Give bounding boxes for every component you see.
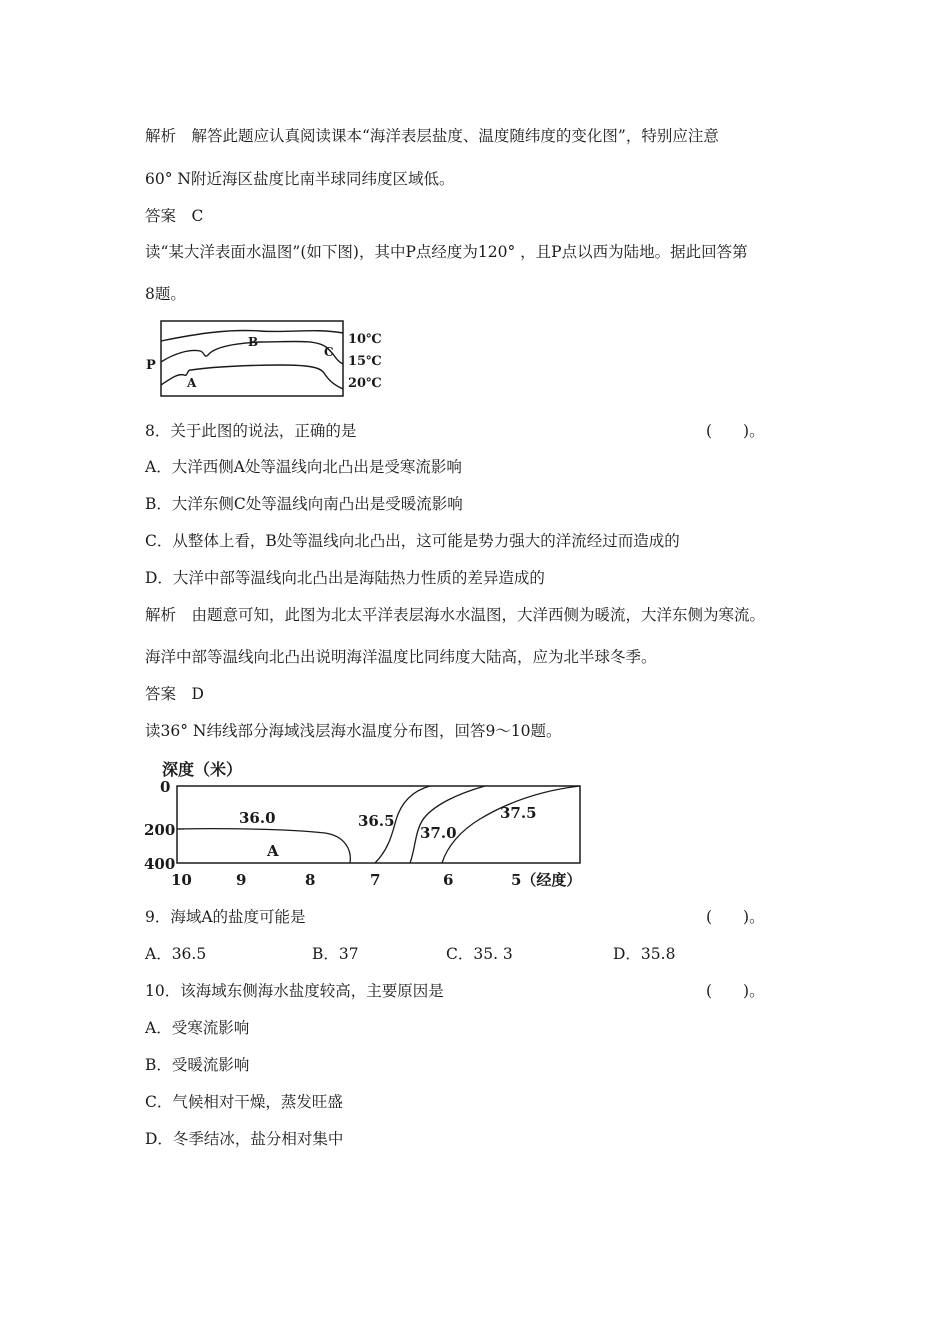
x-tick-label: 6 [443,871,454,889]
isohaline-36-0 [177,829,350,863]
isohaline-37-5 [442,786,580,863]
isohaline-label: 37.0 [420,824,457,842]
isotherm-label-10: 10℃ [348,332,382,347]
answer-blank: ( )。 [706,422,765,440]
isohaline-label: 37.5 [500,804,537,822]
answer-text: 答案 C [145,207,204,225]
analysis-text: 解析 解答此题应认真阅读课本“海洋表层盐度、温度随纬度的变化图”，特别应注意 [145,127,719,145]
salinity-section-figure [140,755,610,895]
analysis-text: 60° N附近海区盐度比南半球同纬度区域低。 [145,170,455,188]
isotherm-label-20: 20℃ [348,376,382,391]
analysis-text: 海洋中部等温线向北凸出说明海洋温度比同纬度大陆高，应为北半球冬季。 [145,648,657,666]
label-b: B [248,335,259,349]
option-c: C．从整体上看，B处等温线向北凸出，这可能是势力强大的洋流经过而造成的 [145,532,680,550]
x-tick-label: 5（经度） [511,871,582,889]
option-b: B．受暖流影响 [145,1056,250,1074]
ocean-temperature-figure [140,315,390,400]
question-intro: 读“某大洋表面水温图”(如下图)，其中P点经度为120° ，且P点以西为陆地。据此回答第 [145,243,748,261]
question-10-stem: 10．该海域东侧海水盐度较高，主要原因是 [145,982,444,1000]
option-b: B．37 [312,945,359,963]
x-tick-label: 9 [236,871,247,889]
y-tick-label: 200 [144,821,176,839]
x-tick-label: 8 [305,871,316,889]
option-c: C．35. 3 [446,945,513,963]
question-9-stem: 9．海域A的盐度可能是 [145,908,306,926]
label-p: P [146,358,156,373]
y-axis-title: 深度（米） [162,760,243,779]
isohaline-label: 36.5 [358,812,395,830]
question-8-stem: 8．关于此图的说法，正确的是 [145,422,357,440]
label-a: A [187,376,197,390]
y-tick-label: 0 [160,778,171,796]
option-c: C．气候相对干燥，蒸发旺盛 [145,1093,343,1111]
x-tick-label: 10 [171,871,192,889]
x-tick-label: 7 [370,871,381,889]
option-a: A．受寒流影响 [145,1019,250,1037]
answer-blank: ( )。 [706,908,765,926]
option-a: A．大洋西侧A处等温线向北凸出是受寒流影响 [145,458,462,476]
isotherm-label-15: 15℃ [348,354,382,369]
option-d: D．35.8 [613,945,676,963]
option-b: B．大洋东侧C处等温线向南凸出是受暖流影响 [145,495,463,513]
option-d: D．冬季结冰，盐分相对集中 [145,1130,344,1148]
option-a: A．36.5 [145,945,207,963]
analysis-text: 解析 由题意可知，此图为北太平洋表层海水水温图，大洋西侧为暖流，大洋东侧为寒流。 [145,606,766,624]
sea-area-a-label: A [267,842,279,860]
question-intro: 读36° N纬线部分海域浅层海水温度分布图，回答9～10题。 [145,722,562,740]
option-d: D．大洋中部等温线向北凸出是海陆热力性质的差异造成的 [145,569,545,587]
isohaline-label: 36.0 [239,809,276,827]
answer-text: 答案 D [145,685,204,703]
y-tick-label: 400 [144,855,176,873]
question-intro: 8题。 [145,285,186,303]
answer-blank: ( )。 [706,982,765,1000]
label-c: C [324,345,334,359]
